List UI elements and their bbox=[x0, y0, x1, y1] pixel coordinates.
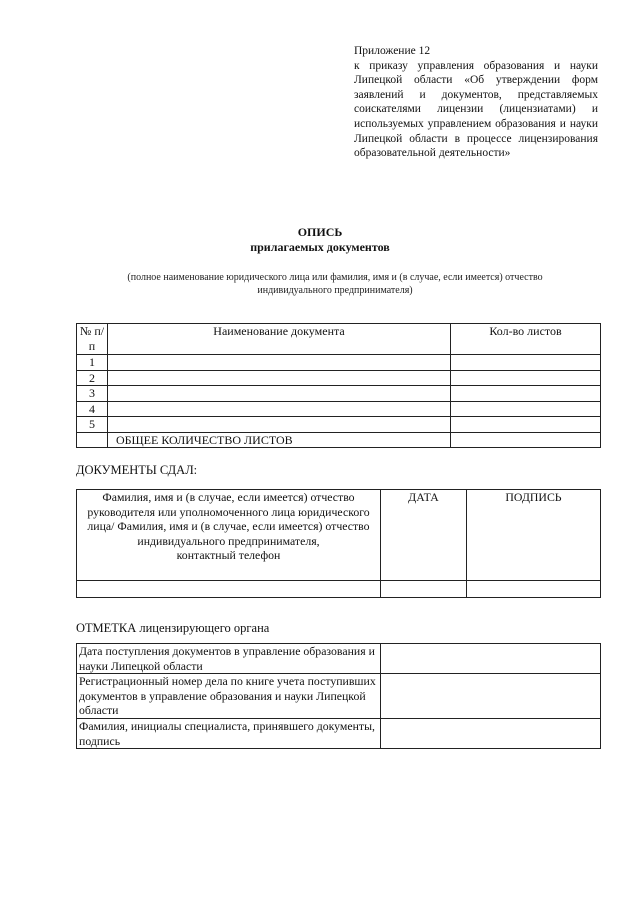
document-name-cell[interactable] bbox=[108, 355, 451, 371]
date-header: ДАТА bbox=[381, 490, 467, 581]
licensing-mark-table bbox=[76, 643, 601, 749]
document-name-cell[interactable] bbox=[108, 370, 451, 386]
signature-header: ПОДПИСЬ bbox=[467, 490, 601, 581]
submitter-name-cell[interactable] bbox=[77, 581, 381, 598]
submitter-table bbox=[76, 489, 601, 598]
total-row bbox=[77, 432, 601, 448]
table-row bbox=[77, 644, 601, 674]
header-document-name: Наименование документа bbox=[108, 324, 451, 355]
annex-number: Приложение 12 bbox=[354, 45, 431, 57]
table-row bbox=[77, 581, 601, 598]
specialist-value[interactable] bbox=[381, 718, 601, 748]
sheet-count-cell[interactable] bbox=[451, 401, 601, 417]
receipt-date-value[interactable] bbox=[381, 644, 601, 674]
signature-cell[interactable] bbox=[467, 581, 601, 598]
row-number: 4 bbox=[77, 401, 108, 417]
row-number: 5 bbox=[77, 417, 108, 433]
document-name-cell[interactable] bbox=[108, 417, 451, 433]
table-row bbox=[77, 386, 601, 402]
total-sheets-label: ОБЩЕЕ КОЛИЧЕСТВО ЛИСТОВ bbox=[108, 432, 451, 448]
total-sheets-value[interactable] bbox=[451, 432, 601, 448]
sheet-count-cell[interactable] bbox=[451, 386, 601, 402]
table-row bbox=[77, 674, 601, 719]
submitter-table-header bbox=[77, 490, 601, 581]
date-cell[interactable] bbox=[381, 581, 467, 598]
header-number: № п/п bbox=[77, 324, 108, 355]
submitter-name-header bbox=[77, 490, 381, 581]
specialist-label: Фамилия, инициалы специалиста, принявшего документы, подпись bbox=[77, 718, 381, 748]
licensing-mark-label: ОТМЕТКА лицензирующего органа bbox=[76, 621, 270, 635]
receipt-date-label: Дата поступления документов в управление образования и науки Липецкой области bbox=[77, 644, 381, 674]
sheet-count-cell[interactable] bbox=[451, 370, 601, 386]
documents-table-header bbox=[77, 324, 601, 355]
submitter-phone-text: контактный телефон bbox=[176, 548, 281, 563]
row-number: 1 bbox=[77, 355, 108, 371]
table-row bbox=[77, 355, 601, 371]
registration-number-value[interactable] bbox=[381, 674, 601, 719]
row-number: 2 bbox=[77, 370, 108, 386]
documents-table bbox=[76, 323, 601, 448]
row-number: 3 bbox=[77, 386, 108, 402]
total-number-cell bbox=[77, 432, 108, 448]
document-name-cell[interactable] bbox=[108, 401, 451, 417]
table-row bbox=[77, 718, 601, 748]
table-row bbox=[77, 370, 601, 386]
document-subtitle: прилагаемых документов bbox=[250, 240, 390, 254]
handed-over-label: ДОКУМЕНТЫ СДАЛ: bbox=[76, 463, 198, 477]
table-row bbox=[77, 401, 601, 417]
document-name-cell[interactable] bbox=[108, 386, 451, 402]
annex-text: к приказу управления образования и науки Липецкой области «Об утверждении форм заявлений и документов, представляемых соискателями лицензии (лицензиатами) и используемых управлением образования и науки Липецкой области в процессе лицензирования образовательной деятельности» bbox=[354, 59, 598, 160]
organization-name-hint: (полное наименование юридического лица или фамилия, имя и (в случае, если имеется) отчество индивидуального предпринимателя) bbox=[127, 272, 543, 296]
submitter-name-text: Фамилия, имя и (в случае, если имеется) отчество руководителя или уполномоченного лица юридического лица/ Фамилия, имя и (в случае, если имеется) отчество индивидуального предпринимателя, bbox=[87, 490, 370, 548]
table-row bbox=[77, 417, 601, 433]
sheet-count-cell[interactable] bbox=[451, 417, 601, 433]
header-sheet-count: Кол-во листов bbox=[451, 324, 601, 355]
registration-number-label: Регистрационный номер дела по книге учета поступивших документов в управление образования и науки Липецкой области bbox=[77, 674, 381, 719]
annex-note bbox=[354, 44, 598, 161]
document-title: ОПИСЬ bbox=[297, 225, 343, 239]
sheet-count-cell[interactable] bbox=[451, 355, 601, 371]
